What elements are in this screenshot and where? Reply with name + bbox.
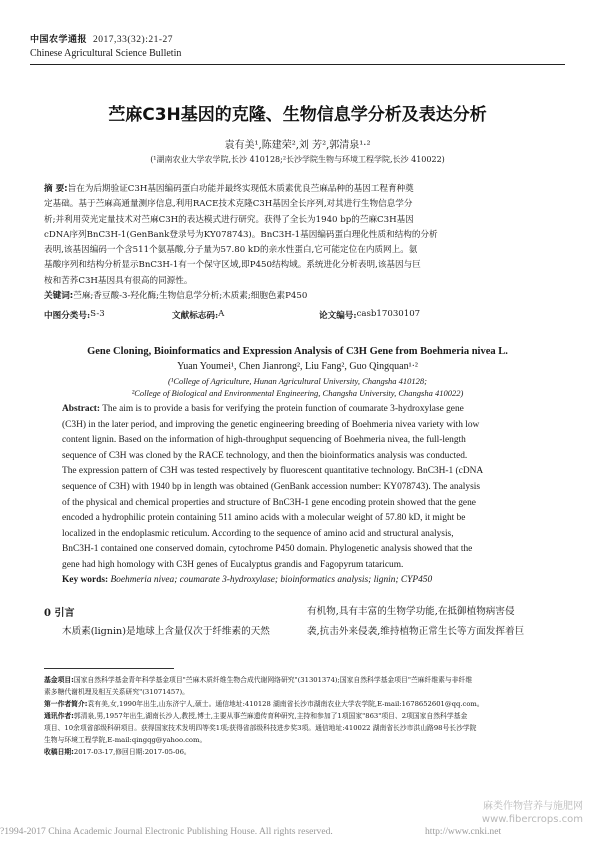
copyright-text: ?1994-2017 China Academic Journal Electronic Publishing House. All rights reserved. bbox=[0, 826, 333, 837]
abstract-en-line: content lignin. Based on the information of high-throughput sequencing of Boehmeria nivea, the full-length bbox=[62, 435, 466, 446]
section-title-introduction: 0 引言 bbox=[44, 608, 75, 619]
footnote-fund: 基金项目:国家自然科学基金青年科学基金项目"苎麻木质纤维生物合成代谢网络研究"(31301374);国家自然科学基金项目"苎麻纤维素与非纤维 bbox=[44, 676, 473, 684]
abstract-en bbox=[62, 402, 552, 574]
footnote-rule bbox=[44, 668, 174, 669]
abstract-zh-line: 析;并利用荧光定量技术对苎麻C3H的表达模式进行研究。获得了全长为1940 bp的苎麻C3H基因 bbox=[44, 214, 414, 225]
watermark: 麻类作物营养与施肥网 www.fibercrops.com bbox=[481, 801, 583, 825]
abstract-en-label: Abstract: bbox=[62, 404, 101, 414]
abstract-en-line: gene had high homology with C3H genes of Eucalyptus grandis and Fagopyrum tataricum. bbox=[62, 559, 404, 570]
keywords-zh: 关键词:苎麻;香豆酸-3-羟化酶;生物信息学分析;木质素;细胞色素P450 bbox=[44, 291, 308, 302]
affiliation-en-1: (¹College of Agriculture, Hunan Agricultural University, Changsha 410128; bbox=[167, 376, 428, 386]
abstract-en-line: localized in the endoplasmic reticulum. According to the sequence of amino acid and structural analysis, bbox=[62, 528, 454, 539]
affiliation-en-2: ²College of Biological and Environmental Engineering, Changsha University, Changsha 410022) bbox=[131, 388, 464, 398]
abstract-zh-line: cDNA序列BnC3H-1(GenBank登录号为KY078743)。BnC3H-1基因编码蛋白理化性质和结构的分析 bbox=[44, 229, 438, 240]
copyright-line bbox=[0, 826, 502, 837]
authors-en: Yuan Youmei¹, Chen Jianrong², Liu Fang², Guo Qingquan¹·² bbox=[177, 361, 418, 372]
abstract-en-line: encoded a hydrophilic protein containing 511 amino acids with a molecular weight of 57.80 kD, it might be bbox=[62, 513, 466, 524]
document-code: 文献标志码: A bbox=[172, 309, 225, 321]
header-rule bbox=[30, 64, 565, 65]
footnote-corresponding: 通讯作者:郭清泉,男,1957年出生,湖南长沙人,教授,博士,主要从事苎麻遗传育种研究,主持和参加了1项国家"863"项目、2项国家自然科学基金 bbox=[44, 712, 468, 720]
authors-zh: 袁有美¹,陈建荣²,刘 芳²,郭清泉¹·² bbox=[224, 140, 371, 151]
keywords-en-label: Key words: bbox=[62, 575, 109, 585]
clc-number: 中图分类号: S-3 bbox=[44, 309, 105, 321]
title-zh: 苎麻C3H基因的克隆、生物信息学分析及表达分析 bbox=[108, 105, 487, 125]
footnote-dates: 收稿日期:2017-03-17,修回日期:2017-05-06。 bbox=[44, 748, 191, 756]
journal-name-en: Chinese Agricultural Science Bulletin bbox=[30, 48, 182, 59]
abstract-zh-line: 基酸序列和结构分析显示BnC3H-1有一个保守区域,即P450结构域。系统进化分析表明,该基因与巨 bbox=[44, 260, 421, 271]
abstract-en-line: Abstract: The aim is to provide a basis for verifying the protein function of coumarate 3-hydroxylase gene bbox=[62, 404, 464, 414]
cnki-link[interactable]: http://www.cnki.net bbox=[425, 826, 502, 837]
abstract-en-line: of the physical and chemical properties and structure of BnC3H-1 gene encoding protein showed that the gene bbox=[62, 497, 476, 508]
body-column-right: 有机物,具有丰富的生物学功能,在抵御植物病害侵 袭,抗击外来侵袭,维持植物正常生长等方面发挥着巨 bbox=[307, 606, 525, 637]
abstract-en-line: (C3H) in the later period, and improving the genetic engineering breeding of Boehmeria nivea variety with low bbox=[62, 419, 480, 430]
abstract-en-line: BnC3H-1 contained one conserved domain, cytochrome P450 domain. Phylogenetic analysis showed that the bbox=[62, 544, 473, 555]
abstract-zh bbox=[44, 182, 552, 304]
abstract-zh-line: 摘 要:旨在为后期验证C3H基因编码蛋白功能并最终实现低木质素优良苎麻品种的基因工程育种奠 bbox=[44, 184, 414, 194]
footnotes: 基金项目:国家自然科学基金青年科学基金项目"苎麻木质纤维生物合成代谢网络研究"(31301374);国家自然科学基金项目"苎麻纤维素与非纤维 素多糖代谢机理及相互关系研究"(31071457)。 第一作者简介:袁有美,女,1990年出生,山东济宁人,硕士。通信地址:410128 湖南省长沙市湖南农业大学农学院,E-mail:1678652601@qq.com。 通讯作者:郭清泉,男,1957年出生,湖南长沙人,教授,博士,主要从事苎麻遗传育种研究,主持和参加了1项国家"863"项目、2项国家自然科学基金 项目、10余项省部级科研项目。获得国家技术发明四等奖1项;获得省部级科技进步奖3项。通信地址:410022 湖南省长沙市洪山路98号长沙学院 生物与环境工程学院,E-mail:qingqg@yahoo.com。 收稿日期:2017-03-17,修回日期:2017-05-06。 bbox=[44, 674, 566, 758]
abstract-en-line: sequence of C3H) with 1940 bp in length was obtained (GenBank accession number: KY078743). The analysis bbox=[62, 481, 480, 492]
affiliation-zh: (¹湖南农业大学农学院,长沙 410128;²长沙学院生物与环境工程学院,长沙 410022) bbox=[150, 155, 445, 164]
journal-header bbox=[30, 32, 173, 45]
abstract-en-line: The expression pattern of C3H was tested respectively by fluorescent quantitative technology. BnC3H-1 (cDNA bbox=[62, 466, 484, 477]
paper-number: 论文编号: casb17030107 bbox=[319, 309, 421, 321]
abstract-zh-line: 表明,该基因编码一个含511个氨基酸,分子量为57.80 kD的亲水性蛋白,它可能定位在内质网上。氨 bbox=[44, 245, 418, 256]
abstract-zh-label: 摘 要: bbox=[44, 184, 68, 194]
title-en: Gene Cloning, Bioinformatics and Expression Analysis of C3H Gene from Boehmeria nivea L. bbox=[87, 346, 508, 357]
abstract-en-line: sequence of C3H was cloned by the RACE technology, and then the bioinformatics analysis was conducted. bbox=[62, 450, 468, 461]
body-column-left: 木质素(lignin)是地球上含量仅次于纤维素的天然 bbox=[62, 626, 270, 637]
journal-name-zh: 中国农学通报 bbox=[30, 35, 88, 45]
abstract-zh-line: 定基础。基于苎麻高通量测序信息,利用RACE技术克隆C3H基因全长序列,对其进行生物信息学分 bbox=[44, 199, 413, 210]
keywords-zh-label: 关键词: bbox=[44, 291, 74, 302]
journal-citation: 2017,33(32):21-27 bbox=[93, 35, 174, 45]
footnote-first-author: 第一作者简介:袁有美,女,1990年出生,山东济宁人,硕士。通信地址:410128 湖南省长沙市湖南农业大学农学院,E-mail:1678652601@qq.com。 bbox=[44, 700, 484, 708]
keywords-en: Key words: Boehmeria nivea; coumarate 3-hydroxylase; bioinformatics analysis; lignin; CYP450 bbox=[62, 575, 433, 585]
abstract-zh-line: 桉和苦荞C3H基因具有很高的同源性。 bbox=[44, 275, 193, 286]
